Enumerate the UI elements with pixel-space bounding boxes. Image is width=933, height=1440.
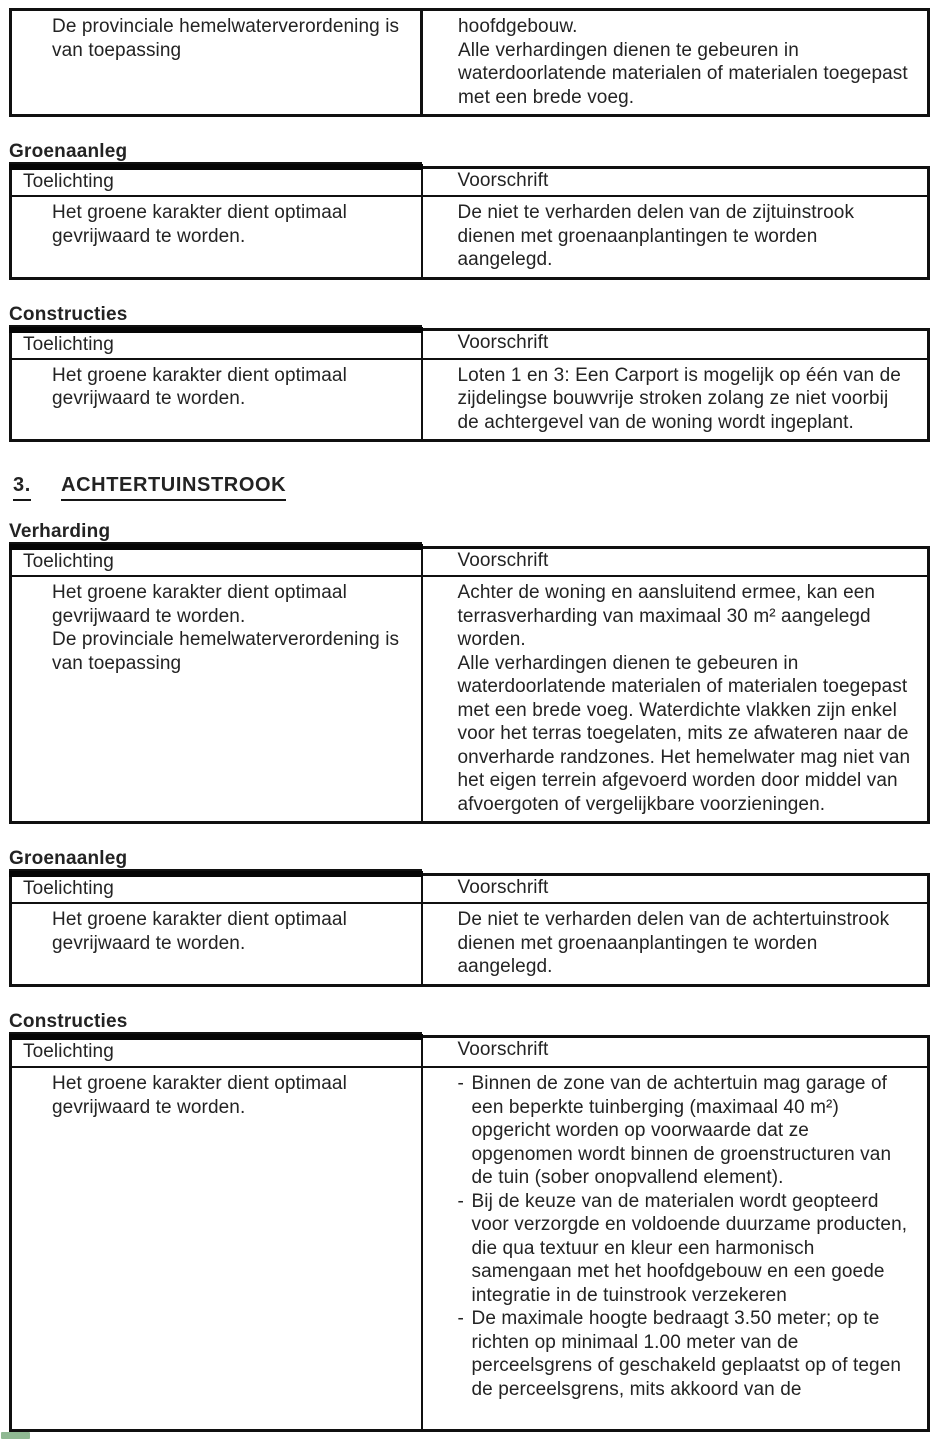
voorschrift-header-cell: Voorschrift (422, 547, 929, 576)
table-header-row (11, 874, 929, 903)
paragraph: Het groene karakter dient optimaal gevrijwaard te worden. (52, 582, 347, 627)
voorschrift-cell (422, 359, 929, 441)
paragraph: Het groene karakter dient optimaal gevrijwaard te worden. (52, 909, 347, 954)
toelichting-cell (11, 196, 422, 278)
page-corner-marker (1, 1432, 30, 1439)
toelichting-cell (11, 359, 422, 441)
paragraph: hoofdgebouw. (458, 16, 578, 37)
toelichting-cell (11, 576, 422, 823)
paragraph: Het groene karakter dient optimaal gevrijwaard te worden. (52, 202, 347, 247)
zijtuin-groenaanleg-table (9, 164, 930, 280)
voorschrift-cell (422, 1067, 929, 1430)
chapter-number: 3. (13, 472, 31, 501)
section-achtertuin-groenaanleg (9, 848, 929, 987)
section-achtertuin-verharding (9, 521, 929, 824)
paragraph: Achter de woning en aansluitend ermee, kan een terrasverharding van maximaal 30 m² aangelegd worden. (457, 582, 876, 650)
list-item (458, 1307, 914, 1401)
voorschrift-cell (422, 576, 929, 823)
list-item (458, 1072, 914, 1190)
voorschrift-header-cell: Voorschrift (422, 874, 929, 903)
toelichting-header-cell: Toelichting (11, 330, 422, 359)
paragraph: Loten 1 en 3: Een Carport is mogelijk op één van de zijdelingse bouwvrije stroken zolang ze niet voorbij de achtergevel van de woning wordt ingeplant. (457, 364, 901, 433)
achtertuin-constructies-table (9, 1034, 930, 1432)
section-heading: Constructies (9, 304, 422, 327)
bullet-text: Binnen de zone van de achtertuin mag garage of een beperkte tuinberging (maximaal 40 m²) opgericht worden op voorwaarde dat ze opgenomen wordt binnen de groenstructuren van de tuin (sober onopvallend element). (471, 1073, 892, 1189)
table-header-row (11, 1037, 929, 1068)
voorschrift-header-cell: Voorschrift (422, 167, 929, 196)
section-zijtuin-groenaanleg (9, 141, 929, 280)
voorschrift-cell (422, 10, 929, 116)
bullet-dash: - (457, 1190, 464, 1212)
table-header-row (11, 547, 929, 576)
toelichting-header-cell: Toelichting (11, 874, 422, 903)
table-row (11, 359, 929, 441)
chapter-heading (9, 472, 929, 501)
toelichting-cell (11, 1067, 422, 1430)
table-header-row (11, 330, 929, 359)
list-item (458, 1190, 914, 1308)
paragraph: Het groene karakter dient optimaal gevrijwaard te worden. (52, 1073, 347, 1118)
table-row (11, 196, 929, 278)
bullet-text: De maximale hoogte bedraagt 3.50 meter; op te richten op minimaal 1.00 meter van de perceelsgrens of geschakeld geplaatst op of tegen de perceelsgrens, mits akkoord van de (471, 1308, 902, 1400)
voorschrift-cell (422, 196, 929, 278)
section-zijtuin-constructies (9, 304, 929, 443)
table-row (11, 576, 929, 823)
bullet-text: Bij de keuze van de materialen wordt geopteerd voor verzorgde en voldoende duurzame producten, die qua textuur en kleur een harmonisch samengaan met het hoofdgebouw en een goede integratie in de tuinstrook verzekeren (471, 1190, 908, 1306)
section-heading: Verharding (9, 521, 422, 544)
paragraph: Alle verhardingen dienen te gebeuren in waterdoorlatende materialen of materialen toegepast met een brede voeg. Waterdichte vlakken zijn enkel voor het terras toegelaten, mits ze afwateren naar de onverharde randzones. Het hemelwater mag niet van het eigen terrein afgevoerd worden door middel van afvoergoten of vergelijkbare voorzieningen. (457, 652, 911, 815)
paragraph: Het groene karakter dient optimaal gevrijwaard te worden. (52, 364, 347, 409)
table-row (11, 1067, 929, 1430)
section-heading: Constructies (9, 1011, 422, 1034)
voorschrift-header-cell: Voorschrift (422, 1037, 929, 1068)
bullet-dash: - (457, 1073, 464, 1095)
achtertuin-verharding-table (9, 544, 930, 824)
zijtuin-verharding-table-continued (9, 8, 930, 117)
voorschrift-bullet-list (458, 1072, 914, 1401)
table-header-row (11, 167, 929, 196)
toelichting-header-cell: Toelichting (11, 167, 422, 196)
paragraph: De provinciale hemelwaterverordening is van toepassing (52, 629, 400, 674)
paragraph: Alle verhardingen dienen te gebeuren in waterdoorlatende materialen of materialen toegepast met een brede voeg. (458, 39, 908, 108)
achtertuin-groenaanleg-table (9, 871, 930, 987)
voorschrift-cell (422, 903, 929, 985)
bullet-dash: - (457, 1308, 464, 1330)
chapter-title: ACHTERTUINSTROOK (61, 472, 286, 501)
paragraph: De provinciale hemelwaterverordening is van toepassing (52, 16, 400, 61)
voorschrift-header-cell: Voorschrift (422, 330, 929, 359)
table-row (11, 903, 929, 985)
paragraph: De niet te verharden delen van de achtertuinstrook dienen met groenaanplantingen te worden aangelegd. (457, 909, 890, 977)
table-row (11, 10, 929, 116)
toelichting-header-cell: Toelichting (11, 547, 422, 576)
section-achtertuin-constructies (9, 1011, 929, 1432)
toelichting-header-cell: Toelichting (11, 1037, 422, 1068)
section-heading: Groenaanleg (9, 848, 422, 871)
toelichting-cell (11, 10, 422, 116)
toelichting-cell (11, 903, 422, 985)
zijtuin-constructies-table (9, 327, 930, 443)
paragraph: De niet te verharden delen van de zijtuinstrook dienen met groenaanplantingen te worden aangelegd. (457, 202, 855, 270)
section-heading: Groenaanleg (9, 141, 422, 164)
